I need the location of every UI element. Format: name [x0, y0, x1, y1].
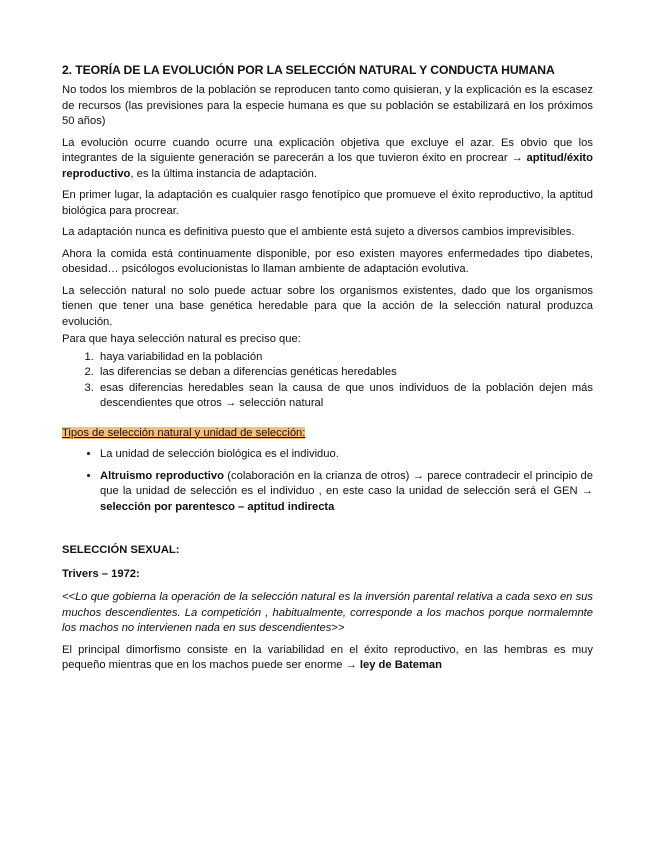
condition-item: 2. las diferencias se deban a diferencias genéticas heredables — [97, 365, 593, 381]
term-reproductive-aptitude: aptitud/éxito reproductivo — [62, 152, 593, 180]
trivers-quote: <<Lo que gobierna la operación de la selección natural es la inversión parental relativa a cada sexo en sus muchos descendientes. La competición , habitualmente, corresponde a los machos porque normalemnte los machos no intervienen nada en sus descendientes>> — [62, 591, 593, 634]
spacer — [62, 523, 593, 543]
trivers-heading: Trivers – 1972: — [62, 567, 140, 580]
section-title: 2. TEORÍA DE LA EVOLUCIÓN POR LA SELECCIÓN NATURAL Y CONDUCTA HUMANA — [62, 63, 555, 77]
paragraph-genetic-basis: La selección natural no solo puede actuar sobre los organismos existentes, dado que los organismos tienen que tener una base genética heredable para que la acción de la selección natural produzca evolución. — [62, 284, 593, 328]
paragraph-population: No todos los miembros de la población se reproducen tanto como quisieran, y la explicación es la escasez de recursos (las previsiones para la especie humana es que su población se estabilizará en los próximos 50 años) — [62, 84, 593, 127]
paragraph-adaptation-never-final: La adaptación nunca es definitiva puesto que el ambiente está sujeto a diversos cambios imprevisibles. — [62, 226, 575, 238]
paragraph-evolution-end: , es la última instancia de adaptación. — [130, 167, 317, 180]
term-bateman-law: ley de Bateman — [359, 659, 442, 671]
paragraph-adaptation-definition: En primer lugar, la adaptación es cualquier rasgo fenotípico que promueve el éxito reproductivo, la aptitud biológica para procrear. — [62, 189, 593, 217]
bullet-unit-individual: • La unidad de selección biológica es el individuo. — [100, 447, 593, 463]
paragraph-evolution-text: La evolución ocurre cuando ocurre una explicación objetiva que excluye el azar. Es obvio que los integrantes de la siguiente generación se parecerán a los que tuvieron éxito en procrear → — [62, 136, 593, 164]
condition-item: 1. haya variabilidad en la población — [97, 350, 593, 366]
paragraph-conditions-intro: Para que haya selección natural es preciso que: — [62, 333, 301, 345]
types-heading: Tipos de selección natural y unidad de selección: — [62, 426, 306, 439]
conditions-list — [62, 350, 593, 412]
types-heading-line — [62, 426, 593, 442]
dimorphism-text: El principal dimorfismo consiste en la variabilidad en el éxito reproductivo, en las hembras es muy pequeño mientras que en los machos puede ser enorme → — [62, 643, 593, 671]
types-list — [62, 447, 593, 515]
paragraph-evolution — [62, 136, 593, 183]
document-page — [62, 62, 593, 680]
paragraph-dimorphism — [62, 643, 593, 674]
altruism-text: (colaboración en la crianza de otros) → parece contradecir el principio de que la unidad de selección es el individuo , en este caso la unidad de selección será el GEN → — [100, 469, 593, 497]
term-altruism: Altruismo reproductivo — [100, 469, 224, 482]
term-kin-selection: selección por parentesco – aptitud indirecta — [100, 500, 335, 513]
sexual-selection-heading: SELECCIÓN SEXUAL: — [62, 544, 180, 556]
paragraph-food-availability: Ahora la comida está continuamente disponible, por eso existen mayores enfermedades tipo diabetes, obesidad… psicólogos evolucionistas lo llaman ambiente de adaptación evolutiva. — [62, 247, 593, 275]
condition-item: 3. esas diferencias heredables sean la causa de que unos individuos de la población dejen más descendientes que otros → selección natural — [97, 381, 593, 412]
bullet-altruism — [100, 469, 593, 516]
